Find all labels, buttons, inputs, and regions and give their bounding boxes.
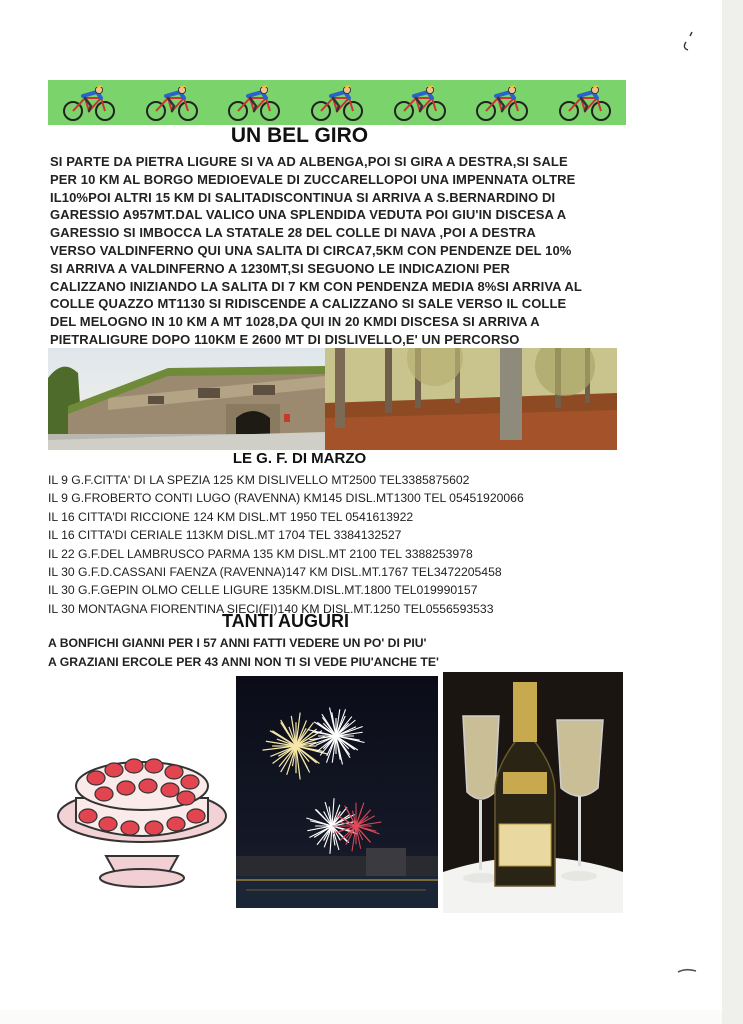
strawberry [181,775,199,789]
event-item: IL 30 MONTAGNA FIORENTINA SIECI(FI)140 KM DISL.MT.1250 TEL0556593533 [48,601,494,616]
cyclist-banner [48,80,626,125]
event-item: IL 9 G.FROBERTO CONTI LUGO (RAVENNA) KM145 DISL.MT1300 TEL 05451920066 [48,491,524,506]
route-line: GARESSIO A957MT.DAL VALICO UNA SPLENDIDA VEDUTA POI GIU'IN DISCESA A [50,207,567,223]
route-line: PER 10 KM AL BORGO MEDIOEVALE DI ZUCCARELLOPOI UNA IMPENNATA OLTRE [50,171,576,187]
autumn-forest-photo [325,348,617,450]
event-item: IL 30 G.F.GEPIN OLMO CELLE LIGURE 135KM.DISL.MT.1800 TEL019990157 [48,583,478,598]
strawberry [145,821,163,835]
strawberry [79,809,97,823]
route-line: COLLE QUAZZO MT1130 SI RIDISCENDE A CALIZZANO SI SALE VERSO IL COLLE [50,296,567,312]
strawberry [165,765,183,779]
route-line: IL10%POI ALTRI 15 KM DI SALITADISCONTINUA SI ARRIVA A S.BERNARDINO DI [50,189,556,205]
strawberry-cake-icon [56,738,228,890]
page-edge [722,0,743,1024]
cyclist-icon [392,84,448,122]
auguri-item: A BONFICHI GIANNI PER I 57 ANNI FATTI VEDERE UN PO' DI PIU' [48,636,427,650]
fireworks-photo [236,676,438,908]
strawberry [121,821,139,835]
events-title: LE G. F. DI MARZO [232,450,367,467]
strawberry [105,763,123,777]
scan-mark [676,966,700,976]
events-list [48,471,648,618]
route-description [50,153,610,349]
scan-mark [678,30,698,52]
cyclist-icon [474,84,530,122]
auguri-item: A GRAZIANI ERCOLE PER 43 ANNI NON TI SI VEDE PIU'ANCHE TE' [48,655,439,669]
event-item: IL 16 CITTA'DI RICCIONE 124 KM DISL.MT 1950 TEL 0541613922 [48,509,414,524]
cyclist-icon [226,84,282,122]
strawberry [145,759,163,773]
strawberry [161,783,179,797]
cyclist-icon [309,84,365,122]
strawberry [87,771,105,785]
strawberry [117,781,135,795]
route-line: CALIZZANO INIZIANDO LA SALITA DI 7 KM CON PENDENZA MEDIA 8%SI ARRIVA AL [50,278,582,294]
route-line: SI PARTE DA PIETRA LIGURE SI VA AD ALBENGA,POI SI GIRA A DESTRA,SI SALE [50,154,568,169]
route-line: SI ARRIVA A VALDINFERNO A 1230MT,SI SEGUONO LE INDICAZIONI PER [50,260,511,276]
strawberry [99,817,117,831]
event-item: IL 22 G.F.DEL LAMBRUSCO PARMA 135 KM DISL.MT 2100 TEL 3388253978 [48,546,473,561]
cyclist-icon [144,84,200,122]
route-line: VERSO VALDINFERNO QUI UNA SALITA DI CIRCA7,5KM CON PENDENZE DEL 10% [50,242,572,258]
strawberry [187,809,205,823]
cyclist-icon [61,84,117,122]
event-item: IL 30 G.F.D.CASSANI FAENZA (RAVENNA)147 KM DISL.MT.1767 TEL3472205458 [48,565,502,580]
event-item: IL 9 G.F.CITTA' DI LA SPEZIA 125 KM DISLIVELLO MT2500 TEL3385875602 [48,473,470,487]
strawberry [125,759,143,773]
cyclist-icon [557,84,613,122]
auguri-list [48,634,648,672]
route-line: PIETRALIGURE DOPO 110KM E 2600 MT DI DISLIVELLO,E' UN PERCORSO [50,331,520,347]
strawberry [177,791,195,805]
strawberry [167,817,185,831]
champagne-photo [443,672,623,913]
route-line: DEL MELOGNO IN 10 KM A MT 1028,DA QUI IN 20 KMDI DISCESA SI ARRIVA A [50,314,540,330]
auguri-title: TANTI AUGURI [222,611,349,631]
strawberry [139,779,157,793]
strawberry [95,787,113,801]
route-title: UN BEL GIRO [230,124,369,147]
fort-tunnel-photo [48,348,325,450]
event-item: IL 16 CITTA'DI CERIALE 113KM DISL.MT 1704 TEL 3384132527 [48,528,402,543]
route-line: GARESSIO SI IMBOCCA LA STATALE 28 DEL COLLE DI NAVA ,POI A DESTRA [50,225,536,241]
